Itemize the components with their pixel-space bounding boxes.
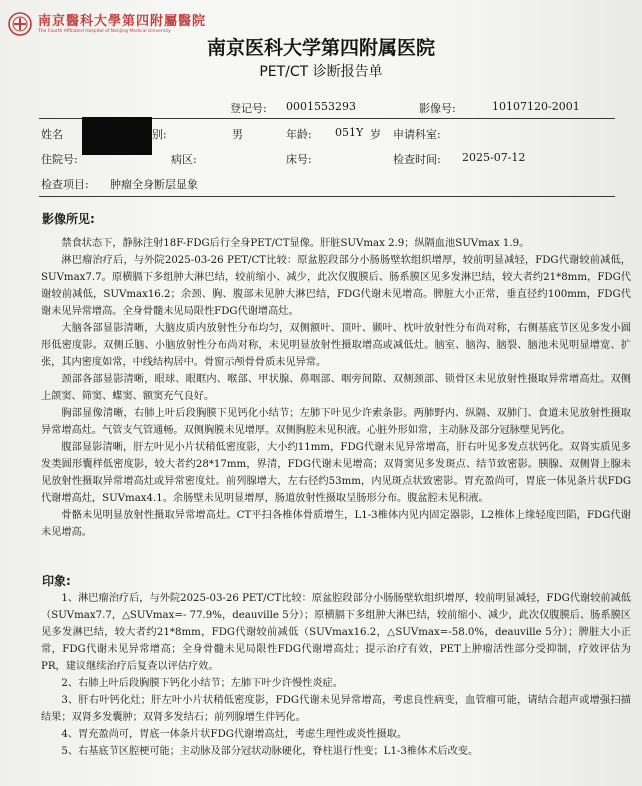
info-divider [39,196,615,197]
impression-item: 1、淋巴瘤治疗后，与外院2025-03-26 PET/CT比较：原盆腔段部分小肠肠壁软组织增厚，较前明显减轻，FDG代谢较前减低（SUVmax7.7，△SUVmax=- 77.9%，deauville 5分）；原横膈下多组肿大淋巴结，较前缩小、减少，此次仅腹膜后、肠系膜区见多发淋巴结，较大者约21*8mm，FDG代谢较前减低（SUVmax16.2，△SUVmax=-58.0%，deauville 5分）；脾脏大小正常，FDG代谢未见异常增高；全身骨髓未见局限性FDG代谢增高灶；提示治疗有效，PET上肿瘤活性部分受抑制，疗效评估为PR，建议继续治疗后复查以评估疗效。 [41,593,631,672]
exam-date-value: 2025-07-12 [462,151,526,164]
impression-section [41,590,631,760]
ward-label: 病区: [171,153,197,166]
impression-item: 5、右基底节区腔梗可能；主动脉及部分冠状动脉硬化，脊柱退行性变；L1-3椎体术后改变。 [61,746,479,757]
registration-no-value: 0001553293 [286,100,356,113]
impression-item: 2、右肺上叶后段胸膜下钙化小结节；左肺下叶少许慢性炎症。 [61,678,343,689]
findings-paragraph: 大脑各部显影清晰，大脑皮质内放射性分布均匀，双侧额叶、顶叶、颞叶、枕叶放射性分布尚对称，右侧基底节区见多发小圆形低密度影。双侧丘脑、小脑放射性分布尚对称，未见明显放射性摄取增高或减低灶。脑室、脑沟、脑裂、脑池未见明显增宽、扩张，其内密度如常，中线结构居中。骨窗示颅骨骨质未见异常。 [41,323,631,368]
impression-item: 4、胃充盈尚可，胃底一体条片状FDG代谢增高灶，考虑生理性或炎性摄取。 [61,729,408,740]
inpatient-no-label: 住院号: [41,153,78,166]
impression-item: 3、肝右叶钙化灶；肝左叶小片状稍低密度影，FDG代谢未见异常增高，考虑良性病变，血管瘤可能，请结合超声或增强扫描结果；双肾多发囊肿；双肾多发结石；前列腺增生伴钙化。 [41,695,631,723]
exam-item-value: 肿瘤全身断层显象 [110,178,198,191]
image-no-label: 影像号: [419,102,456,115]
registration-no-label: 登记号: [230,102,267,115]
exam-date-label: 检查时间: [393,153,441,166]
logo-english-name: The Fourth Affiliated Hospital of Nanjing Medical University [38,29,171,34]
gender-label: 别: [152,128,167,141]
bed-no-label: 床号: [286,153,312,166]
age-label: 年龄: [286,128,312,141]
logo-hospital-name: 南京醫科大學第四附屬醫院 [38,14,207,29]
age-value: 051Y [335,126,364,139]
redacted-patient-name [82,117,152,155]
name-label: 姓名 [41,128,63,141]
findings-paragraph: 骨骼未见明显放射性摄取异常增高灶。CT平扫各椎体骨质增生，L1-3椎体内见内固定器影，L2椎体上缘轻度凹陷，FDG代谢未见增高。 [41,510,631,538]
exam-item-label: 检查项目: [41,178,89,191]
image-no-value: 10107120-2001 [492,100,580,113]
findings-paragraph: 胸部显像清晰，右肺上叶后段胸膜下见钙化小结节；左肺下叶见少许索条影。两肺野内、纵隔、双肺门、食道未见放射性摄取异常增高灶。气管支气管通畅。双侧胸膜未见增厚。双侧胸腔未见积液。心脏外形如常，主动脉及部分冠脉壁见钙化。 [41,408,631,436]
findings-paragraph: 淋巴瘤治疗后，与外院2025-03-26 PET/CT比较：原盆腔段部分小肠肠壁软组织增厚，较前明显减轻，FDG代谢较前减低，SUVmax7.7。原横膈下多组肿大淋巴结，较前缩小、减少，此次仅腹膜后、肠系膜区见多发淋巴结，较大者约21*8mm，FDG代谢较前减低，SUVmax16.2；余颈、胸、腹部未见肿大淋巴结，FDG代谢未见增高。脾脏大小正常，垂直径约100mm，FDG代谢未见异常增高。全身骨髓未见局限性FDG代谢增高灶。 [41,255,631,317]
findings-section [41,235,631,541]
findings-paragraph: 腹部显影清晰，肝左叶见小片状稍低密度影，大小约11mm，FDG代谢未见异常增高，肝右叶见多发点状钙化。双肾实质见多发类圆形囊样低密度影，较大者约28*17mm，界清，FDG代谢未见增高；双肾窦见多发斑点、结节致密影。胰腺、双侧肾上腺未见放射性摄取异常增高灶或异常密度灶。前列腺增大，左右径约53mm，内见斑点状致密影。胃充盈尚可，胃底一体见条片状FDG代谢增高灶，SUVmax4.1。余肠壁未见明显增厚，肠道放射性摄取呈肠形分布。腹盆腔未见积液。 [41,442,631,504]
hospital-title: 南京医科大学第四附属医院 [206,37,435,59]
impression-heading: 印象: [42,574,71,588]
age-unit: 岁 [370,128,381,141]
gender-value: 男 [232,128,243,141]
findings-heading: 影像所见: [42,212,95,226]
findings-paragraph: 颈部各部显影清晰，眼球、眼眶内、喉部、甲状腺、鼻咽部、咽旁间隙、双侧颈部、锁骨区未见放射性摄取异常增高灶。双侧上颌窦、筛窦、蝶窦、额窦充气良好。 [41,374,631,402]
report-title: PET/CT 诊断报告单 [259,64,383,80]
findings-paragraph: 禁食状态下，静脉注射18F-FDG后行全身PET/CT显像。肝脏SUVmax 2.9；纵隔血池SUVmax 1.9。 [61,238,530,249]
department-label: 申请科室: [393,128,441,141]
